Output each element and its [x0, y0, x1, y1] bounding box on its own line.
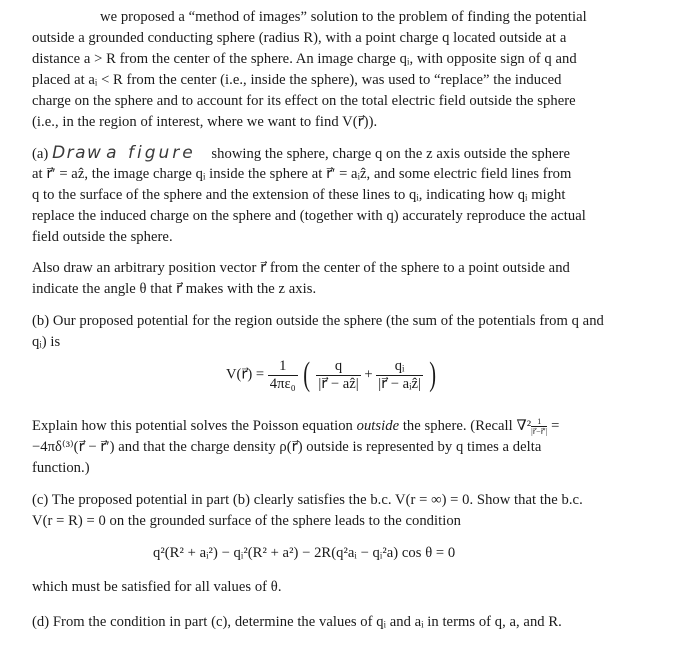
part-a-extra-1: Also draw an arbitrary position vector r⃗ from the center of the sphere to a point outside and: [32, 260, 570, 276]
part-a-line-4: replace the induced charge on the sphere and (together with q) accurately reproduce the actual: [32, 208, 586, 224]
part-b-explain-2: −4πδ⁽³⁾(r⃗ − r⃗′) and that the charge density ρ(r⃗) outside is represented by q times a delta: [32, 439, 542, 455]
part-b-explain-1: [32, 417, 559, 436]
equation-lhs: V(r⃗) =: [226, 366, 265, 383]
part-b-line-2: qᵢ) is: [32, 334, 61, 350]
intro-line-5: charge on the sphere and to account for its effect on the total electric field outside the sphere: [32, 93, 576, 109]
term1-den: |r⃗ − aẑ|: [318, 375, 359, 392]
explain-italic-outside: outside: [356, 418, 400, 434]
part-a-line-3: q to the surface of the sphere and the extension of these lines to qᵢ, indicating how qᵢ might: [32, 187, 566, 203]
prefactor-fraction: [268, 358, 298, 393]
part-d-line: (d) From the condition in part (c), determine the values of qᵢ and aᵢ in terms of q, a, and R.: [32, 614, 562, 630]
part-b-explain-3: function.): [32, 460, 90, 476]
handwritten-a-figure: a figure: [106, 143, 196, 163]
part-c-after: which must be satisfied for all values of θ.: [32, 579, 282, 595]
part-c-line-1: (c) The proposed potential in part (b) clearly satisfies the b.c. V(r = ∞) = 0. Show that the b.c.: [32, 492, 583, 508]
intro-line-3: distance a > R from the center of the sphere. An image charge qᵢ, with opposite sign of q and: [32, 51, 577, 67]
part-a-line-5: field outside the sphere.: [32, 229, 173, 245]
intro-line-1: we proposed a “method of images” solution to the problem of finding the potential: [100, 9, 587, 25]
explain-text-a: Explain how this potential solves the Poisson equation: [32, 418, 357, 434]
potential-equation: [226, 356, 438, 394]
part-a-label: (a): [32, 146, 49, 162]
prefactor-den: 4πε₀: [269, 375, 296, 392]
term2-num: qᵢ: [376, 358, 423, 376]
term1-fraction: [316, 358, 360, 393]
right-paren: ): [428, 356, 436, 393]
intro-line-6: (i.e., in the region of interest, where we want to find V(r⃗)).: [32, 114, 378, 130]
left-paren: (: [303, 356, 311, 393]
part-a-line-2: at r⃗′ = aẑ, the image charge qᵢ inside the sphere at r⃗′ = aᵢẑ, and some electric field lines from: [32, 166, 572, 182]
term2-den: |r⃗ − aᵢẑ|: [378, 375, 421, 392]
handwritten-draw: Draw: [52, 143, 103, 163]
part-a-extra-2: indicate the angle θ that r⃗ makes with the z axis.: [32, 281, 317, 297]
part-b-line-1: (b) Our proposed potential for the region outside the sphere (the sum of the potentials from q and: [32, 313, 604, 329]
recall-num: 1: [531, 417, 547, 427]
intro-line-4: placed at aᵢ < R from the center (i.e., inside the sphere), was used to “replace” the induced: [32, 72, 562, 88]
recall-den: |r⃗−r⃗′|: [531, 427, 548, 437]
part-a-line-1-text: showing the sphere, charge q on the z axis outside the sphere: [211, 146, 571, 162]
part-a-line-1: [32, 144, 570, 163]
prefactor-num: 1: [268, 358, 298, 376]
term1-num: q: [316, 358, 360, 376]
explain-text-b: the sphere. (Recall ∇²: [399, 418, 532, 434]
recall-fraction: [531, 417, 547, 436]
part-c-condition: q²(R² + aᵢ²) − qᵢ²(R² + a²) − 2R(q²aᵢ − qᵢ²a) cos θ = 0: [153, 545, 456, 561]
explain-text-c: =: [547, 418, 560, 434]
intro-line-2: outside a grounded conducting sphere (radius R), with a point charge q located outside at a: [32, 30, 567, 46]
plus-sign: +: [364, 366, 373, 383]
term2-fraction: [376, 358, 423, 393]
part-c-line-2: V(r = R) = 0 on the grounded surface of the sphere leads to the condition: [32, 513, 462, 529]
